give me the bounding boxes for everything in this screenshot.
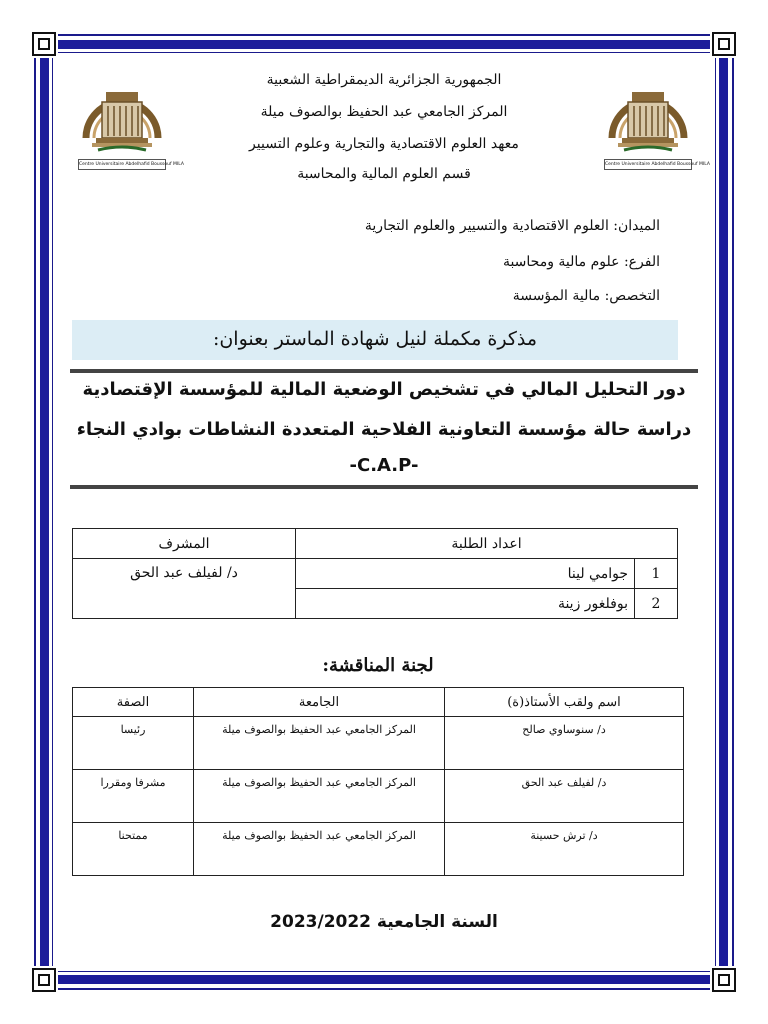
- university-logo-icon: [78, 78, 184, 170]
- corner-ornament-top-left: [30, 30, 58, 58]
- field-domain: الميدان: العلوم الاقتصادية والتسيير والعلوم التجارية: [364, 218, 660, 234]
- member-name: د/ ترش حسينة: [445, 823, 684, 876]
- corner-ornament-top-right: [710, 30, 738, 58]
- student-name: بوفلغور زينة: [296, 589, 635, 619]
- field-specialty: التخصص: مالية المؤسسة: [512, 288, 660, 304]
- supervisor-name: د/ لفيلف عبد الحق: [73, 559, 296, 619]
- header-department: قسم العلوم المالية والمحاسبة: [297, 166, 471, 182]
- header-republic: الجمهورية الجزائرية الديمقراطية الشعبية: [266, 72, 502, 88]
- thesis-title-line2: دراسة حالة مؤسسة التعاونية الفلاحية المتعددة النشاطات بوادي النجاء: [76, 419, 692, 440]
- member-name: د/ سنوساوي صالح: [445, 717, 684, 770]
- header-institute: معهد العلوم الاقتصادية والتجارية وعلوم التسيير: [249, 136, 519, 152]
- student-name: جوامي لينا: [296, 559, 635, 589]
- member-name: د/ لفيلف عبد الحق: [445, 770, 684, 823]
- field-branch: الفرع: علوم مالية ومحاسبة: [502, 254, 660, 270]
- title-rule-top: [70, 369, 698, 373]
- col-header-university: الجامعة: [194, 688, 445, 717]
- member-university: المركز الجامعي عبد الحفيظ بوالصوف ميلة: [194, 770, 445, 823]
- col-header-role: الصفة: [73, 688, 194, 717]
- thesis-title-line1: دور التحليل المالي في تشخيص الوضعية المالية للمؤسسة الإقتصادية: [82, 379, 686, 400]
- banner-text: مذكرة مكملة لنيل شهادة الماستر بعنوان:: [212, 328, 538, 350]
- university-logo-icon: [604, 78, 710, 170]
- member-role: رئيسا: [73, 717, 194, 770]
- student-number: 1: [635, 559, 678, 589]
- member-university: المركز الجامعي عبد الحفيظ بوالصوف ميلة: [194, 717, 445, 770]
- table-row: [73, 559, 678, 589]
- member-role: مشرفا ومقررا: [73, 770, 194, 823]
- logo-caption: Centre Universitaire Abdelhafid Boussouf MILA: [78, 159, 166, 170]
- committee-title: لجنة المناقشة:: [322, 655, 434, 676]
- table-row: [73, 717, 684, 770]
- member-university: المركز الجامعي عبد الحفيظ بوالصوف ميلة: [194, 823, 445, 876]
- thesis-banner: [72, 320, 678, 360]
- col-header-name: اسم ولقب الأستاذ(ة): [445, 688, 684, 717]
- corner-ornament-bottom-right: [710, 966, 738, 994]
- corner-ornament-bottom-left: [30, 966, 58, 994]
- col-header-supervisor: المشرف: [73, 529, 296, 559]
- students-table: [72, 528, 678, 619]
- header-university: المركز الجامعي عبد الحفيظ بوالصوف ميلة: [260, 104, 508, 120]
- title-rule-bottom: [70, 485, 698, 489]
- student-number: 2: [635, 589, 678, 619]
- committee-table: [72, 687, 684, 876]
- table-row: [73, 770, 684, 823]
- logo-caption: Centre Universitaire Abdelhafid Boussouf MILA: [604, 159, 692, 170]
- academic-year: السنة الجامعية 2023/2022: [270, 912, 498, 932]
- table-row: [73, 823, 684, 876]
- col-header-students: اعداد الطلبة: [296, 529, 678, 559]
- member-role: ممتحنا: [73, 823, 194, 876]
- thesis-title-line3: -C.A.P-: [349, 455, 419, 476]
